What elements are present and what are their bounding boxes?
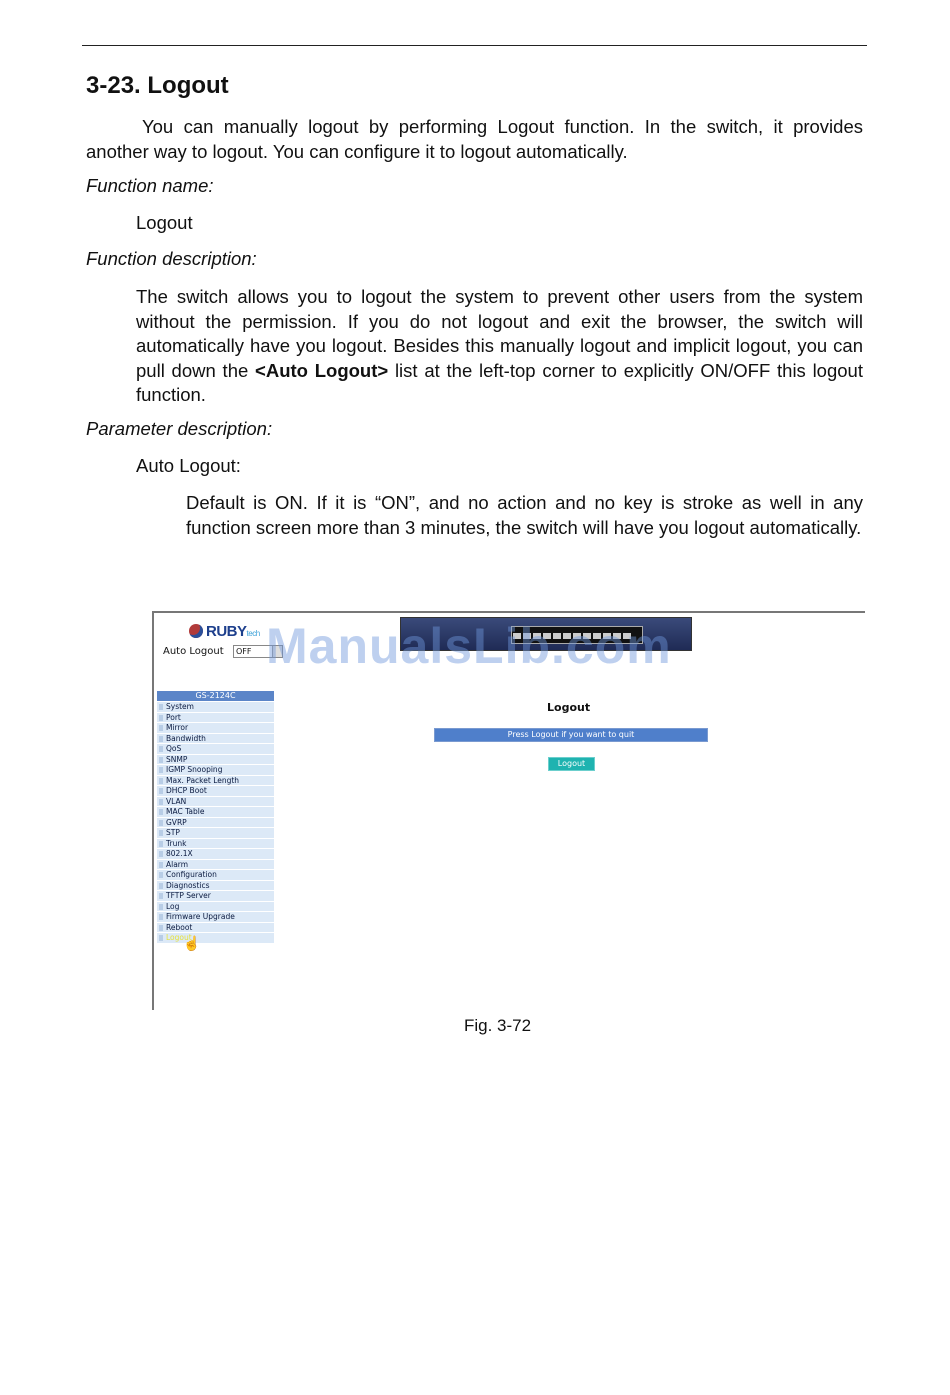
menu-item-mirror[interactable]: Mirror: [157, 722, 274, 733]
rubytech-logo: [189, 623, 260, 640]
figure-caption: Fig. 3-72: [464, 1016, 532, 1035]
menu-item-mac-table[interactable]: MAC Table: [157, 806, 274, 817]
menu-item-stp[interactable]: STP: [157, 827, 274, 838]
menu-item-trunk[interactable]: Trunk: [157, 838, 274, 849]
menu-item-snmp[interactable]: SNMP: [157, 754, 274, 765]
function-description-label: Function description:: [86, 248, 257, 269]
menu-item-diagnostics[interactable]: Diagnostics: [157, 880, 274, 891]
logout-info-bar: Press Logout if you want to quit: [434, 728, 708, 742]
menu-header: GS-2124C: [157, 691, 274, 701]
sidebar-menu: [157, 691, 274, 943]
menu-item-vlan[interactable]: VLAN: [157, 796, 274, 807]
auto-logout-value: OFF: [236, 647, 252, 656]
desc-text-1: The switch allows you to logout the system to prevent other users from the system without the permission. If you do not logout and exit the browser, the switch will automatically have you logout. Besides this manually logout and implicit logout, you can pull down the: [136, 286, 863, 381]
parameter-description-label: Parameter description:: [86, 418, 273, 439]
menu-item-logout[interactable]: Logout: [157, 932, 274, 943]
auto-logout-label: Auto Logout: [163, 646, 224, 657]
menu-item-gvrp[interactable]: GVRP: [157, 817, 274, 828]
logo-suffix: tech: [246, 629, 260, 638]
menu-item-reboot[interactable]: Reboot: [157, 922, 274, 933]
function-name-label: Function name:: [86, 175, 214, 196]
menu-item-dhcp-boot[interactable]: DHCP Boot: [157, 785, 274, 796]
logout-button[interactable]: Logout: [548, 757, 595, 771]
desc-bold: <Auto Logout>: [255, 359, 389, 381]
function-description: [136, 285, 863, 408]
intro-paragraph: [86, 115, 863, 164]
param-name: Auto Logout:: [136, 455, 241, 476]
menu-item-log[interactable]: Log: [157, 901, 274, 912]
function-name: Logout: [136, 212, 193, 233]
menu-item-max-packet-length[interactable]: Max. Packet Length: [157, 775, 274, 786]
menu-item-qos[interactable]: QoS: [157, 743, 274, 754]
desc-text-2: list at the left-top corner to explicitly ON/OFF this logout function.: [136, 359, 863, 405]
menu-item-firmware-upgrade[interactable]: Firmware Upgrade: [157, 911, 274, 922]
screenshot-figure: [152, 611, 865, 1010]
menu-item-igmp-snooping[interactable]: IGMP Snooping: [157, 764, 274, 775]
menu-item-alarm[interactable]: Alarm: [157, 859, 274, 870]
menu-item-system[interactable]: System: [157, 701, 274, 712]
section-title: 3-23. Logout: [86, 72, 229, 99]
menu-item-configuration[interactable]: Configuration: [157, 869, 274, 880]
header-rule: [82, 45, 867, 46]
watermark: ManualsLib.com: [266, 618, 672, 674]
intro-text: You can manually logout by performing Logout function. In the switch, it provides another way to logout. You can configure it to logout automatically.: [86, 116, 863, 162]
logout-page-title: Logout: [547, 701, 591, 714]
logo-text: RUBY: [206, 623, 247, 640]
logo-icon: [189, 624, 203, 638]
menu-item-tftp-server[interactable]: TFTP Server: [157, 890, 274, 901]
param-default: Default is ON. If it is “ON”, and no action and no key is stroke as well in any function screen more than 3 minutes, the switch will have you logout automatically.: [186, 492, 863, 538]
menu-item-port[interactable]: Port: [157, 712, 274, 723]
hand-cursor-icon: ☝: [183, 935, 201, 951]
menu-item-8021x[interactable]: 802.1X: [157, 848, 274, 859]
menu-item-bandwidth[interactable]: Bandwidth: [157, 733, 274, 744]
